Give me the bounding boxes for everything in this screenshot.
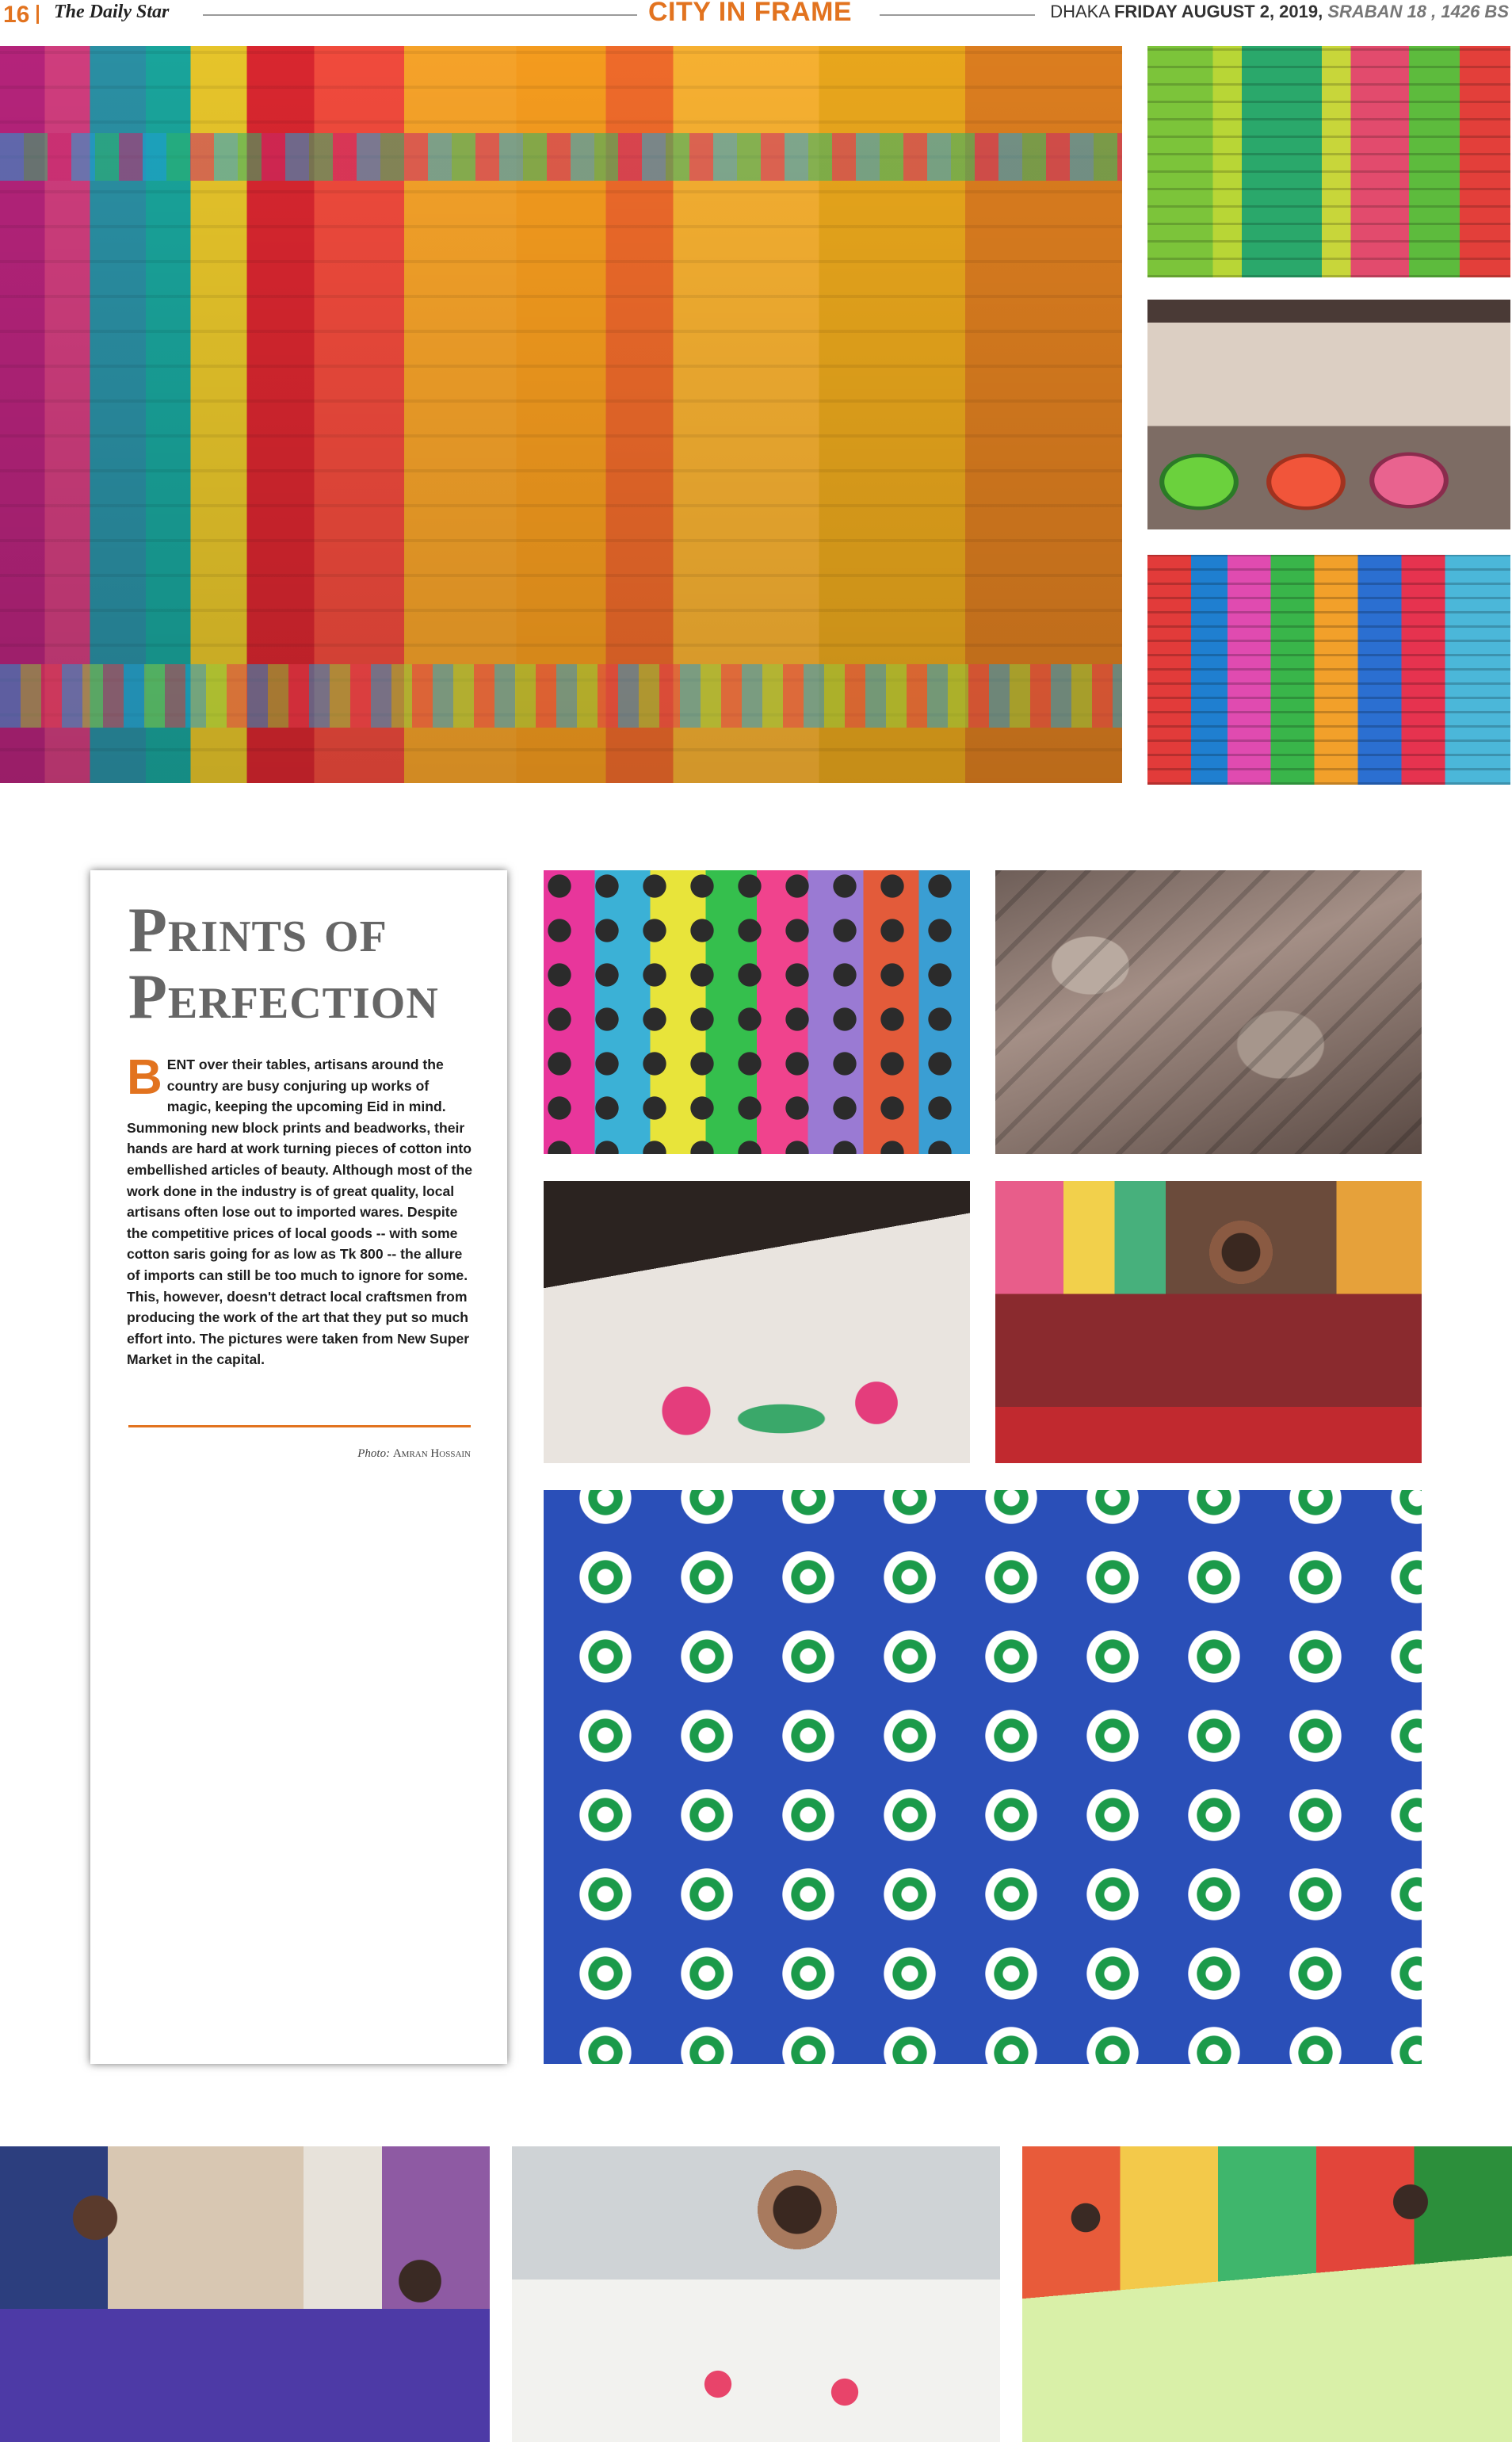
dateline-bangla-date: SRABAN 18 , 1426 BS (1327, 2, 1509, 21)
masthead-logo: The Daily Star (54, 2, 170, 22)
photo-folded-cloth-stack (1147, 46, 1510, 277)
article-body-text: ENT over their tables, artisans around the country are busy conjuring up works of magic, keeping the upcoming Eid in mind. Summoning new block prints and beadworks, their hands are hard at work turning pieces of cotton into embellished articles of beauty. Although most of the work done in the industry is of great quality, local artisans often lose out to imported wares. Despite the competitive prices of local goods -- with some cotton saris going for as low as Tk 800 -- the allure of imports can still be too much to ignore for some. This, however, doesn't detract local craftsmen from producing the work of the art that they put so much effort into. The pictures were taken from New Super Market in the capital. (127, 1057, 472, 1368)
photo-dye-bowls (1147, 300, 1510, 529)
header-rule-left (203, 14, 637, 16)
photo-printed-saris (0, 46, 1122, 783)
photo-credit-label: Photo: (357, 1447, 391, 1460)
article-box (90, 870, 507, 2064)
page-header (0, 0, 1512, 29)
dateline (1050, 2, 1509, 22)
article-title: Prints of Perfection (128, 896, 439, 1032)
article-body (127, 1050, 472, 1370)
section-title: CITY IN FRAME (648, 0, 853, 27)
photo-hand-painting-flowers (544, 1181, 970, 1463)
page-number: 16 (3, 2, 30, 28)
photo-printing-table (1022, 2146, 1512, 2442)
dateline-date: FRIDAY AUGUST 2, 2019, (1113, 2, 1323, 21)
header-rule-right (880, 14, 1035, 16)
dateline-city: DHAKA (1050, 2, 1109, 21)
photo-wooden-print-blocks (995, 870, 1422, 1154)
photo-block-printing-shop (0, 2146, 490, 2442)
photo-young-artisan (995, 1181, 1422, 1463)
photo-colorful-fabric-piles (1147, 555, 1510, 785)
photo-sewing-machine-worker (512, 2146, 1000, 2442)
photo-credit-name: Amran Hossain (392, 1447, 471, 1460)
drop-cap: B (127, 1050, 162, 1105)
article-divider (128, 1425, 471, 1427)
photo-rolled-fabrics-display (544, 1490, 1422, 2064)
header-divider (36, 5, 39, 24)
photo-credit (357, 1447, 471, 1461)
photo-paint-jars (544, 870, 970, 1154)
